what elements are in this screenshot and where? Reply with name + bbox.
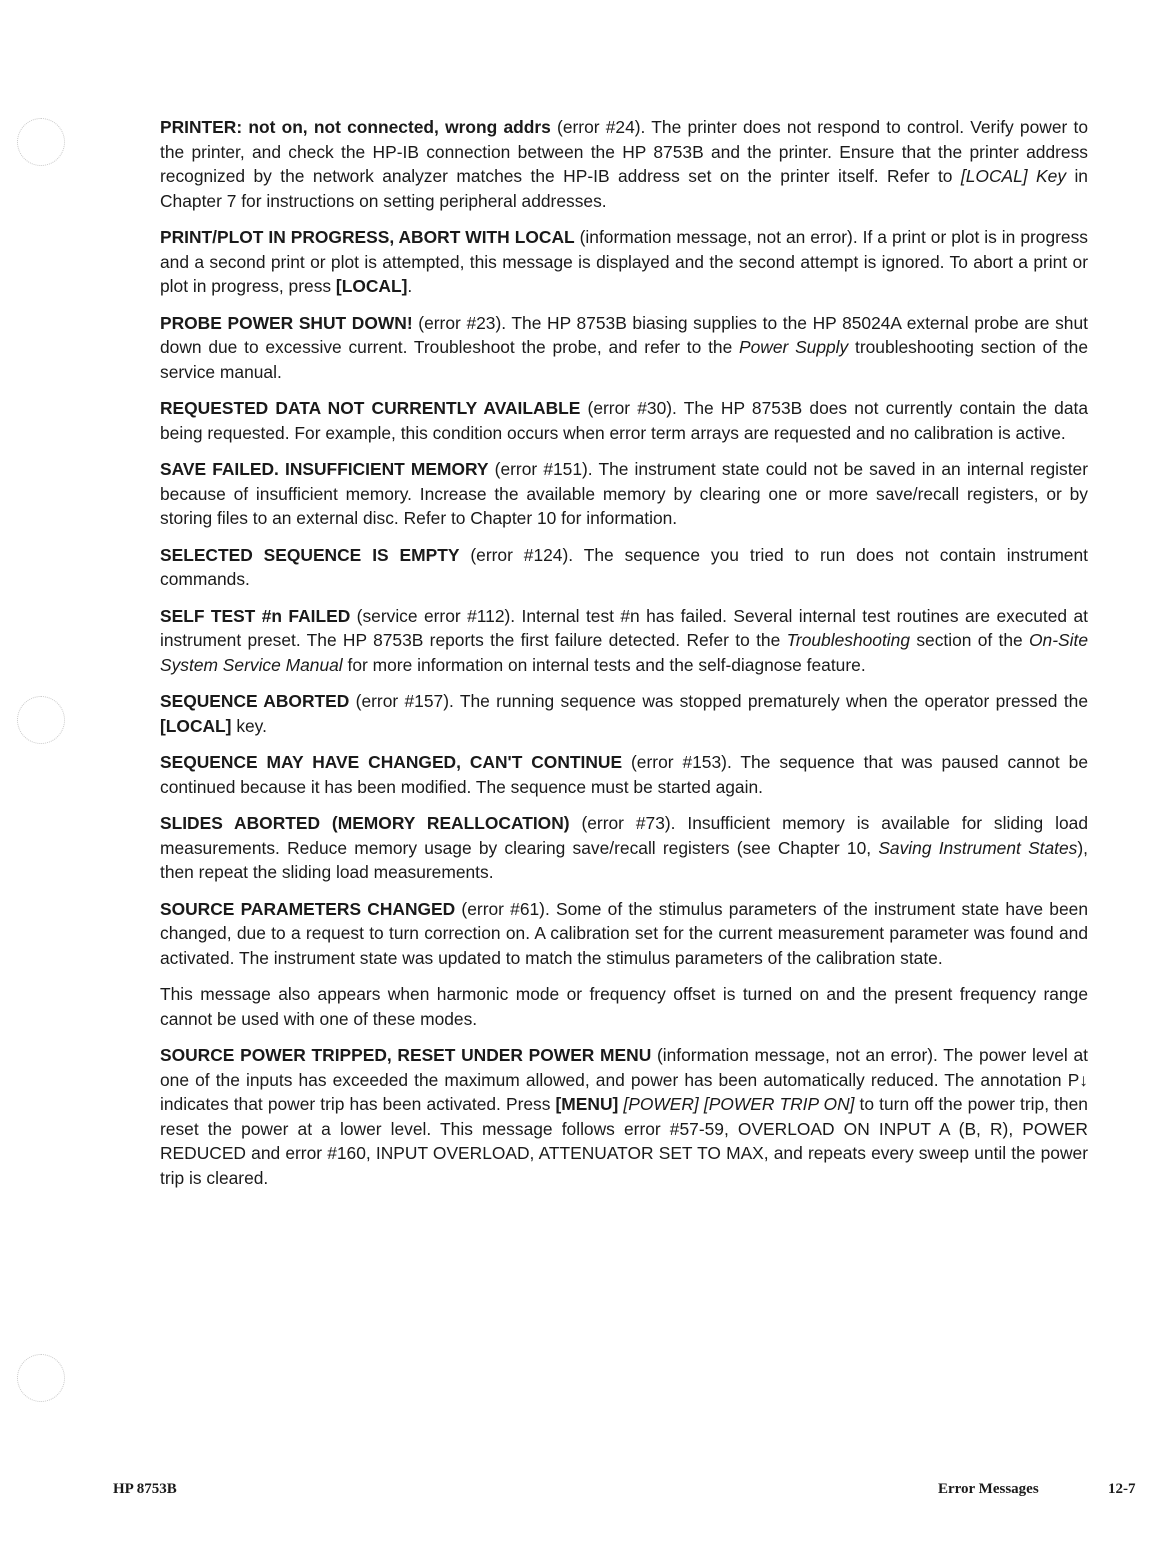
footer-section-title: Error Messages	[938, 1481, 1039, 1497]
error-message-list	[160, 115, 1088, 1202]
body-text: (error #124). The sequence you tried to run does not contain instrument commands.	[160, 544, 1088, 589]
error-title: PRINTER: not on, not connected, wrong addrs	[160, 117, 551, 137]
body-text: key.	[231, 715, 267, 736]
error-entry-sequence-may-have-changed	[160, 750, 1088, 799]
error-entry-self-test-failed	[160, 604, 1088, 678]
error-title: SOURCE POWER TRIPPED, RESET UNDER POWER MENU	[160, 1045, 652, 1065]
body-text: This message also appears when harmonic mode or frequency offset is turned on and the present frequency range cannot be used with one of these modes.	[160, 984, 1088, 1029]
body-text: in Chapter 7 for instructions on setting peripheral addresses.	[160, 166, 1088, 211]
error-entry-print-plot-in-progress	[160, 225, 1088, 299]
error-entry-requested-data-not-available	[160, 396, 1088, 445]
error-title: PRINT/PLOT IN PROGRESS, ABORT WITH LOCAL	[160, 227, 575, 247]
body-text: (error #153). The sequence that was paused cannot be continued because it has been modified. The sequence must be started again.	[160, 752, 1088, 797]
body-text: (error #23). The HP 8753B biasing supplies to the HP 85024A external probe are shut down due to excessive current. Troubleshoot the probe, and refer to the	[160, 312, 1088, 357]
error-entry-save-failed	[160, 457, 1088, 531]
emphasis-text: Saving Instrument States	[878, 837, 1078, 858]
key-reference: [MENU]	[555, 1094, 619, 1114]
body-text: (information message, not an error). If a print or plot is in progress and a second print or plot is attempted, this message is displayed and the second attempt is ignored. To abort a print or plot in progress, press	[160, 227, 1088, 296]
error-title: REQUESTED DATA NOT CURRENTLY AVAILABLE	[160, 398, 581, 418]
body-text: to turn off the power trip, then reset the power at a lower level. This message follows error #57-59, OVERLOAD ON INPUT A (B, R), POWER REDUCED and error #160, INPUT OVERLOAD, ATTENUATOR SET TO MAX, and repeats every sweep until the power trip is cleared.	[160, 1094, 1088, 1188]
body-text: section of the	[910, 630, 1030, 650]
body-text: (error #30). The HP 8753B does not currently contain the data being requested. For example, this condition occurs when error term arrays are requested and no calibration is active.	[160, 398, 1088, 443]
error-title: PROBE POWER SHUT DOWN!	[160, 312, 413, 333]
body-text: (information message, not an error). The power level at one of the inputs has exceeded the maximum allowed, and power has been automatically reduced. The annotation P↓ indicates that power trip has been activated. Press	[160, 1045, 1088, 1114]
error-entry-sequence-aborted	[160, 689, 1088, 738]
error-entry-slides-aborted	[160, 811, 1088, 885]
key-reference: [LOCAL]	[160, 715, 232, 736]
body-text: .	[407, 276, 413, 296]
body-text: (service error #112). Internal test #n has failed. Several internal test routines are executed at instrument preset. The HP 8753B reports the first failure detected. Refer to the	[160, 605, 1088, 650]
error-entry-source-power-tripped	[160, 1043, 1088, 1190]
binder-hole-bottom	[17, 1354, 65, 1402]
error-title: SEQUENCE ABORTED	[160, 691, 350, 711]
emphasis-text: [POWER] [POWER TRIP ON]	[623, 1094, 855, 1114]
body-text: (error #151). The instrument state could not be saved in an internal register because of insufficient memory. Increase the available memory by clearing one or more save/recall registers, or by storing files to an external disc. Refer to Chapter 10 for information.	[160, 459, 1089, 528]
footer-product-name: HP 8753B	[113, 1481, 177, 1497]
body-text: (error #73). Insufficient memory is available for sliding load measurements. Reduce memory usage by clearing save/recall registers (see Chapter 10,	[160, 813, 1088, 858]
error-entry-probe-power-shut-down	[160, 311, 1088, 385]
error-entry-harmonic-mode-note	[160, 982, 1088, 1031]
error-entry-printer-not-on	[160, 115, 1088, 213]
body-text: for more information on internal tests and the self-diagnose feature.	[342, 654, 866, 675]
binder-hole-middle	[17, 696, 65, 744]
error-entry-source-parameters-changed	[160, 897, 1088, 971]
binder-hole-top	[17, 118, 65, 166]
error-title: SAVE FAILED. INSUFFICIENT MEMORY	[160, 459, 489, 479]
error-title: SLIDES ABORTED (MEMORY REALLOCATION)	[160, 813, 570, 833]
body-text: (error #61). Some of the stimulus parameters of the instrument state have been changed, due to a request to turn correction on. A calibration set for the current measurement parameter was found and activated. The instrument state was updated to match the stimulus parameters of the calibration state.	[160, 898, 1088, 968]
error-title: SOURCE PARAMETERS CHANGED	[160, 898, 456, 919]
error-title: SEQUENCE MAY HAVE CHANGED, CAN'T CONTINUE	[160, 752, 623, 772]
key-reference: [LOCAL]	[335, 276, 408, 296]
emphasis-text: Troubleshooting	[786, 630, 911, 650]
error-title: SELECTED SEQUENCE IS EMPTY	[160, 544, 460, 565]
body-text: ), then repeat the sliding load measurements.	[160, 837, 1089, 882]
emphasis-text: [LOCAL] Key	[960, 166, 1067, 186]
body-text: troubleshooting section of the service manual.	[160, 337, 1088, 382]
error-title: SELF TEST #n FAILED	[160, 605, 351, 626]
body-text: (error #157). The running sequence was stopped prematurely when the operator pressed the	[349, 691, 1088, 711]
body-text: (error #24). The printer does not respond to control. Verify power to the printer, and check the HP-IB connection between the HP 8753B and the printer. Ensure that the printer address recognized by the network analyzer matches the HP-IB address set on the printer itself. Refer to	[160, 117, 1088, 186]
emphasis-text: On-Site System Service Manual	[160, 630, 1088, 675]
emphasis-text: Power Supply	[739, 337, 849, 357]
error-entry-selected-sequence-empty	[160, 543, 1088, 592]
footer-page-number: 12-7	[1108, 1481, 1136, 1497]
